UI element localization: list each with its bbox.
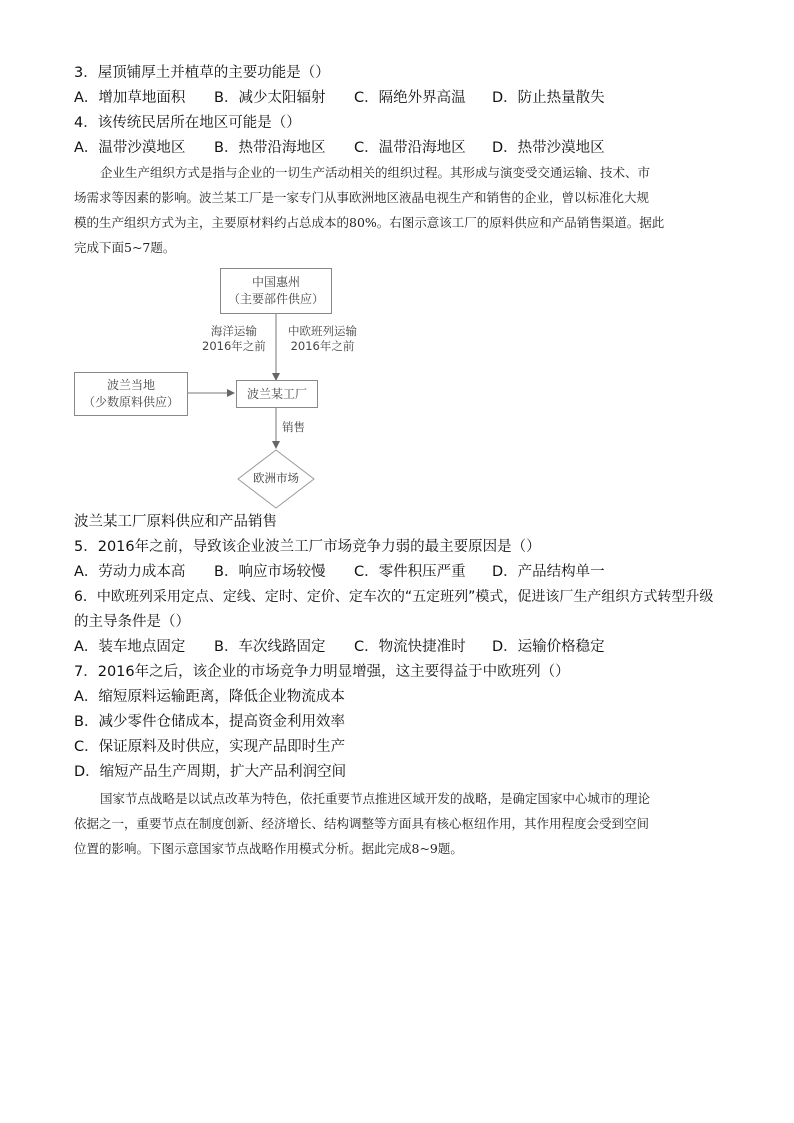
q4-option-b: B．热带沿海地区 <box>214 140 326 156</box>
factory-box <box>236 380 318 408</box>
passage-1-line: 完成下面5~7题。 <box>74 240 176 255</box>
route-sea-label: 海洋运输 2016年之前 <box>202 324 266 353</box>
supplier-box <box>220 268 332 314</box>
q7-option-d: D．缩短产品生产周期，扩大产品利润空间 <box>74 764 347 780</box>
local-note: （少数原料供应） <box>82 395 179 409</box>
q3-option-a: A．增加草地面积 <box>74 90 186 106</box>
q6-option-d: D．运输价格稳定 <box>492 639 605 655</box>
factory-name: 波兰某工厂 <box>246 386 307 401</box>
route-rail-label: 中欧班列运输 2016年之前 <box>288 324 357 353</box>
supplier-note: （主要部件供应） <box>227 292 324 306</box>
q5-option-c: C．零件积压严重 <box>354 564 466 580</box>
q7-option-b: B．减少零件仓储成本，提高资金利用效率 <box>74 714 345 730</box>
q6-stem-line-1: 6．中欧班列采用定点、定线、定时、定价、定车次的“五定班列”模式，促进该厂生产组织方式转型升级 <box>74 589 714 605</box>
q6-option-a: A．装车地点固定 <box>74 639 186 655</box>
q3-option-b: B．减少太阳辐射 <box>214 90 326 106</box>
passage-1 <box>74 160 724 260</box>
q7-option-a: A．缩短原料运输距离，降低企业物流成本 <box>74 689 345 705</box>
q4-stem: 4．该传统民居所在地区可能是（） <box>74 115 301 131</box>
sales-label: 销售 <box>282 420 305 434</box>
passage-2-line: 依据之一，重要节点在制度创新、经济增长、结构调整等方面具有核心枢纽作用，其作用程度会受到空间 <box>74 816 650 831</box>
passage-1-line: 场需求等因素的影响。波兰某工厂是一家专门从事欧洲地区液晶电视生产和销售的企业，曾以标准化大规 <box>74 190 650 205</box>
passage-2-line: 位置的影响。下图示意国家节点战略作用模式分析。据此完成8~9题。 <box>74 841 463 856</box>
q3-option-d: D．防止热量散失 <box>492 90 605 106</box>
q4-option-d: D．热带沙漠地区 <box>492 140 605 156</box>
q3-stem: 3．屋顶铺厚土并植草的主要功能是（） <box>74 65 330 81</box>
q5-option-b: B．响应市场较慢 <box>214 564 326 580</box>
market-label: 欧洲市场 <box>253 471 299 485</box>
passage-2-line: 国家节点战略是以试点改革为特色，依托重要节点推进区域开发的战略，是确定国家中心城市的理论 <box>100 791 651 806</box>
supplier-name: 中国惠州 <box>251 275 300 289</box>
q5-option-a: A．劳动力成本高 <box>74 564 186 580</box>
passage-2 <box>74 786 724 861</box>
q7-option-c: C．保证原料及时供应，实现产品即时生产 <box>74 739 346 755</box>
passage-1-line: 模的生产组织方式为主，主要原材料约占总成本的80%。右图示意该工厂的原料供应和产品销售渠道。据此 <box>74 215 665 230</box>
q7-stem: 7．2016年之后，该企业的市场竞争力明显增强，这主要得益于中欧班列（） <box>74 664 570 680</box>
q6-option-b: B．车次线路固定 <box>214 639 326 655</box>
passage-1-line: 企业生产组织方式是指与企业的一切生产活动相关的组织过程。其形成与演变受交通运输、技术、市 <box>100 165 651 180</box>
local-supplier-box <box>74 372 188 416</box>
q6-option-c: C．物流快捷准时 <box>354 639 466 655</box>
q6-stem-line-2: 的主导条件是（） <box>74 614 190 630</box>
q4-option-c: C．温带沿海地区 <box>354 140 466 156</box>
diagram-caption: 波兰某工厂原料供应和产品销售 <box>74 514 277 530</box>
local-name: 波兰当地 <box>106 378 155 392</box>
supply-chain-diagram <box>74 262 374 512</box>
q5-option-d: D．产品结构单一 <box>492 564 605 580</box>
q3-option-c: C．隔绝外界高温 <box>354 90 466 106</box>
q4-option-a: A．温带沙漠地区 <box>74 140 186 156</box>
q5-stem: 5．2016年之前，导致该企业波兰工厂市场竞争力弱的最主要原因是（） <box>74 539 541 555</box>
